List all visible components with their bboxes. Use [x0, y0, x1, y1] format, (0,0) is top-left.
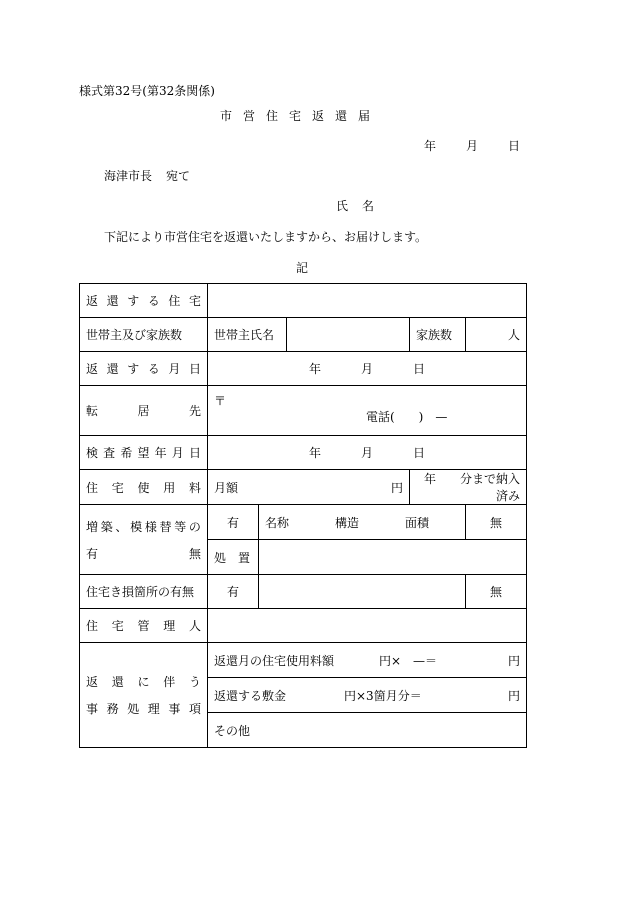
label-char: 返 [86, 362, 99, 376]
label-char: 日 [188, 446, 201, 460]
label-char: 居 [137, 404, 150, 418]
year: 年 [308, 446, 321, 460]
label-char: 宅 [188, 294, 201, 308]
yen-label: 円 [508, 653, 521, 668]
label-char: 務 [106, 702, 119, 716]
label-char: 項 [188, 702, 201, 716]
monthly-label: 月額 [214, 480, 239, 495]
extension-yes[interactable]: 有 [208, 505, 259, 540]
month: 月 [361, 362, 374, 376]
label-family: 世帯主及び家族数 [80, 318, 208, 352]
label-char: の [188, 519, 201, 534]
label-char: 用 [163, 480, 176, 495]
label-spread [86, 518, 201, 535]
label-char: 月 [171, 446, 184, 460]
structure-label: 構造 [334, 515, 359, 530]
label-spread [86, 545, 201, 562]
label-spread [86, 700, 201, 717]
deposit-label: 返還する敷金 [214, 688, 287, 703]
row-extension-1 [80, 505, 527, 540]
label-char: 替 [159, 519, 172, 534]
label-char: 査 [103, 446, 116, 460]
input-manager[interactable] [208, 609, 527, 643]
label-processing [80, 643, 208, 748]
statement-text: 下記により市営住宅を返還いたしますから、お届けします。 [104, 230, 428, 244]
extension-fields [265, 514, 459, 531]
label-char: す [127, 294, 140, 308]
input-family-count[interactable] [466, 318, 527, 352]
label-char: 望 [137, 446, 150, 460]
label-char: 料 [188, 480, 201, 495]
ki-label: 記 [296, 261, 309, 275]
year: 年 [308, 362, 321, 376]
processing-line-3[interactable] [208, 713, 527, 748]
row-house [80, 284, 527, 318]
label-char: す [127, 362, 140, 376]
date-day: 日 [508, 139, 521, 153]
row-return-date [80, 352, 527, 386]
label-char: 希 [120, 446, 133, 460]
label-char: 使 [137, 480, 150, 495]
input-house[interactable] [208, 284, 527, 318]
label-char: 人 [188, 619, 201, 633]
input-head-name[interactable] [287, 318, 410, 352]
postal-mark: 〒 [214, 394, 227, 408]
label-house [80, 284, 208, 318]
monthly-row [214, 479, 403, 496]
head-name-label: 世帯主氏名 [208, 318, 287, 352]
ymd [214, 444, 520, 461]
date-year: 年 [424, 139, 437, 153]
rent-amount-label: 返還月の住宅使用料額 [214, 653, 335, 668]
label-char: 先 [188, 404, 201, 418]
addressee [104, 167, 190, 184]
row-damage [80, 575, 527, 609]
row-inspection [80, 436, 527, 470]
page-title: 市営住宅返還届 [220, 109, 382, 123]
paid-label: 年 分まで納入済み [424, 472, 521, 503]
label-char: る [147, 294, 160, 308]
row-processing-1 [80, 643, 527, 678]
label-char: 、 [115, 519, 128, 534]
label-return-date [80, 352, 208, 386]
label-char: 年 [154, 446, 167, 460]
label-extension [80, 505, 208, 575]
date-line [424, 137, 550, 154]
row-family [80, 318, 527, 352]
date-month: 月 [466, 139, 479, 153]
label-char: 無 [188, 546, 201, 561]
addressee-name: 海津市長 [104, 169, 153, 183]
area-label: 面積 [404, 515, 429, 530]
label-spread [86, 673, 201, 690]
label-rent [80, 470, 208, 505]
person-unit: 人 [508, 328, 521, 342]
label-char: 事 [86, 702, 99, 716]
other-label: その他 [214, 723, 251, 738]
label-char: 築 [100, 519, 113, 534]
label-spread [86, 479, 201, 496]
label-inspection [80, 436, 208, 470]
label-spread [86, 402, 201, 419]
label-spread [86, 444, 201, 461]
label-char: 有 [86, 546, 99, 561]
label-char: 模 [130, 519, 143, 534]
label-char: う [188, 675, 201, 689]
label-char: 処 [127, 702, 140, 716]
label-char: 還 [111, 675, 124, 689]
day: 日 [413, 446, 426, 460]
label-char: 検 [86, 446, 99, 460]
yen-label: 円 [508, 688, 521, 703]
extension-no[interactable]: 無 [466, 505, 527, 540]
damage-yes[interactable]: 有 [208, 575, 259, 609]
yen-label: 円 [390, 480, 403, 495]
input-moving[interactable] [208, 386, 527, 436]
label-char: 伴 [163, 675, 176, 689]
rent-calc: 円× —＝ [379, 653, 438, 668]
return-form-table [79, 283, 527, 748]
processing-line-1[interactable] [208, 643, 527, 678]
label-manager [80, 609, 208, 643]
name-label: 名称 [265, 515, 290, 530]
input-disposal[interactable] [259, 540, 527, 575]
label-char: 日 [188, 362, 201, 376]
row-rent [80, 470, 527, 505]
phone-label: 電話( ) — [366, 410, 448, 424]
row-manager [80, 609, 527, 643]
processing-line-2[interactable] [208, 678, 527, 713]
label-char: 宅 [111, 619, 124, 633]
input-paid-until[interactable] [410, 470, 527, 505]
label-char: 増 [86, 519, 99, 534]
line-2 [214, 687, 520, 704]
label-char: 住 [168, 294, 181, 308]
input-monthly-rent[interactable] [208, 470, 410, 505]
form-number: 様式第32号(第32条関係) [79, 84, 215, 98]
label-char: 還 [106, 362, 119, 376]
applicant-name-label: 氏名 [336, 199, 389, 213]
disposal-label: 処 置 [208, 540, 259, 575]
label-char: 様 [144, 519, 157, 534]
label-char: 住 [86, 619, 99, 633]
label-spread [86, 292, 201, 309]
day: 日 [413, 362, 426, 376]
label-char: 理 [147, 702, 160, 716]
ymd [214, 360, 520, 377]
extension-details[interactable] [259, 505, 466, 540]
label-char: 転 [86, 404, 99, 418]
label-char: 住 [86, 480, 99, 495]
label-moving [80, 386, 208, 436]
label-char: 返 [86, 294, 99, 308]
label-char: 管 [137, 619, 150, 633]
label-spread [86, 360, 201, 377]
label-char: 理 [163, 619, 176, 633]
label-char: 返 [86, 675, 99, 689]
line-1 [214, 652, 520, 669]
addressee-suffix: 宛て [166, 169, 191, 183]
label-damage: 住宅き損箇所の有無 [80, 575, 208, 609]
input-inspection[interactable] [208, 436, 527, 470]
family-count-label: 家族数 [410, 318, 466, 352]
row-moving [80, 386, 527, 436]
label-char: 月 [168, 362, 181, 376]
input-return-date[interactable] [208, 352, 527, 386]
label-char: 宅 [111, 480, 124, 495]
label-char: 事 [168, 702, 181, 716]
label-spread [86, 617, 201, 634]
label-char: 還 [106, 294, 119, 308]
month: 月 [361, 446, 374, 460]
label-char: る [147, 362, 160, 376]
deposit-calc: 円×3箇月分＝ [344, 688, 422, 703]
input-damage[interactable] [259, 575, 466, 609]
label-char: 等 [174, 519, 187, 534]
damage-no[interactable]: 無 [466, 575, 527, 609]
label-char: に [137, 675, 150, 689]
